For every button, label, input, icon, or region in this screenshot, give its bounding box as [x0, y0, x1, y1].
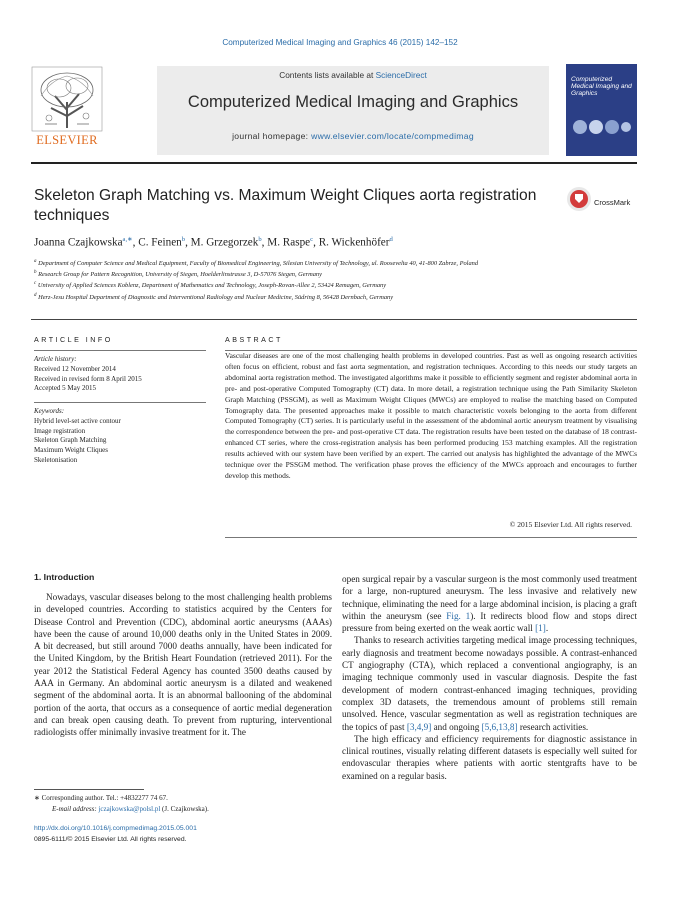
affiliation-text: Herz-Jesu Hospital Department of Diagnostic and Interventional Radiology and Nuclear Medicine, Südring 8, 56428 Dernbach, Germany	[38, 293, 394, 301]
email-label: E-mail address:	[52, 804, 99, 813]
affiliation-text: University of Applied Sciences Koblenz, Department of Mathematics and Technology, Joseph-Rovan-Allee 2, 53424 Remagen, Germany	[37, 282, 387, 290]
section-rule	[31, 319, 637, 320]
body-paragraph	[342, 634, 637, 732]
article-info-rule	[34, 350, 206, 351]
footnote-email-line	[34, 804, 332, 815]
journal-reference-link[interactable]: Computerized Medical Imaging and Graphics 46 (2015) 142–152	[222, 38, 458, 47]
author-name[interactable]: R. Wickenhöfer	[318, 236, 390, 249]
author-affiliation-mark[interactable]: b	[258, 236, 262, 243]
history-item: Received 12 November 2014	[34, 364, 116, 373]
contents-prefix: Contents lists available at	[279, 70, 376, 80]
affiliation-item	[34, 279, 554, 290]
abstract-text: Vascular diseases are one of the most challenging health problems in developed countries. Past as well as ongoing research activities often focus on efficient, robust and fast aorta segmentation, and registration techniques. According to this needs our study targets an abdominal aorta registration method. The investigated algorithms make it possible to efficiently segment and register abdominal aorta in pre- and post-operative Computed Tomography (CT) data. In more detail, a registration technique using the Path Similarity Skeleton Graph Matching (PSSGM), as well as Maximum Weight Cliques (MWCs) are employed to realise the matching based on Computed Tomography data. The presented approaches make it possible to match characteristic voxels belonging to the aorta from different Computed Tomography (CT) series. It is particularly useful in the assessment of the abdominal aortic aneurysm treatment by visualising the correspondence between the pre- and post-operative CT data. The registration results have been tested on the database of 18 contrast-enhanced CT series, where the cross-registration analysis has been performed producing 153 matching examples. All the registration results achieved with our system have been verified by an expert. The carried out analysis has highlighted the advantage of the MWCs technique over the PSSGM method. The verification phase proves the efficiency of the MWCs approach and encourages to further develop this methods.	[225, 351, 637, 480]
history-item: Received in revised form 8 April 2015	[34, 374, 142, 383]
affiliation-item	[34, 291, 554, 302]
homepage-prefix: journal homepage:	[232, 131, 312, 141]
keyword-item: Skeletonisation	[34, 455, 78, 464]
history-label: Article history:	[34, 355, 77, 363]
sciencedirect-link[interactable]: ScienceDirect	[375, 70, 427, 80]
doi-link[interactable]: http://dx.doi.org/10.1016/j.compmedimag.2015.05.001	[34, 825, 197, 832]
keyword-item: Hybrid level-set active contour	[34, 416, 121, 425]
affiliation-mark: d	[34, 292, 37, 298]
header-rule	[31, 162, 637, 164]
journal-cover-thumbnail[interactable]	[566, 64, 637, 156]
email-link[interactable]: jczajkowska@polsl.pl	[98, 804, 161, 813]
author-name[interactable]: M. Grzegorzek	[190, 236, 259, 249]
homepage-link[interactable]: www.elsevier.com/locate/compmedimag	[311, 131, 474, 141]
article-info-heading: ARTICLE INFO	[34, 336, 113, 344]
affiliations	[34, 257, 554, 302]
affiliation-mark: a	[34, 259, 37, 264]
abstract-heading: ABSTRACT	[225, 336, 283, 344]
footnote-rule	[34, 789, 144, 790]
keywords-label: Keywords:	[34, 407, 65, 415]
author-name[interactable]: Joanna Czajkowska	[34, 236, 123, 249]
citation-link[interactable]: [3,4,9]	[406, 721, 432, 732]
abstract-copyright: © 2015 Elsevier Ltd. All rights reserved.	[509, 520, 632, 529]
author-affiliation-mark[interactable]: b	[181, 236, 186, 243]
author-affiliation-mark[interactable]: a,∗	[122, 236, 133, 243]
keyword-item: Skeleton Graph Matching	[34, 436, 107, 445]
keyword-item: Image registration	[34, 426, 86, 435]
paragraph-text: and ongoing	[431, 721, 482, 732]
article-history	[34, 355, 206, 394]
body-column-right	[342, 573, 637, 782]
elsevier-wordmark: ELSEVIER	[36, 133, 98, 147]
author-list: Joanna Czajkowska$^{a,∗}$, C. Feinen$^b$, M. Grzegorzek$^b$, M. Raspe$^c$, R. Wickenhöfer$^d$	[34, 236, 393, 249]
author-name[interactable]: M. Raspe	[267, 236, 311, 249]
affiliation-text: Research Group for Pattern Recognition, University of Siegen, Hoelderlinstrasse 3, D-57076 Siegen, Germany	[38, 271, 322, 279]
crossmark-label[interactable]: CrossMark	[594, 198, 631, 207]
paragraph-text: .	[545, 623, 549, 634]
email-suffix: (J. Czajkowska).	[160, 804, 209, 813]
journal-title: Computerized Medical Imaging and Graphics	[187, 93, 519, 111]
author-affiliation-mark[interactable]: c	[310, 236, 314, 243]
keywords	[34, 407, 206, 466]
keyword-item: Maximum Weight Cliques	[34, 446, 108, 455]
paragraph-text: Thanks to research activities targeting medical image processing techniques, early diagnosis and treatment become nowadays possible. A contrast-enhanced CT angiography (CTA), which replaced a conventional angiography, is an imaging technique commonly used in vascular diagnosis. Despite the fast development of modern contrast-enhanced imaging techniques, providing complex 3D datasets, the tremendous amount of problems still remain unsolved. Hence, vascular segmentation as well as registration techniques are the topics of past	[342, 635, 637, 732]
crossmark-icon[interactable]	[566, 186, 592, 217]
cover-images-icon	[570, 112, 633, 142]
affiliation-text: Department of Computer Science and Medical Equipment, Faculty of Biomedical Engineering, Silesian University of Technology, ul. Roosevelta 40, 41-800 Zabrze, Poland	[38, 260, 479, 268]
journal-homepage	[157, 131, 549, 141]
body-column-left	[34, 591, 332, 739]
footnote-author: ∗ Corresponding author. Tel.: +4832277 74 67.	[34, 794, 168, 802]
paragraph-text: ). It redirects blood flow and stops direct pressure from being exerted on the weak aortic wall	[342, 610, 637, 634]
affiliation-mark: c	[34, 281, 37, 287]
affiliation-item	[34, 257, 554, 268]
body-paragraph: Nowadays, vascular diseases belong to the most challenging health problems in developed countries. According to statistics acquired by the Centers for Disease Control and Prevention (CDC), abdominal aortic aneurysms (AAAs) have been the cause of around 10,000 deaths only in the United States in 2009. A bit decreased, but still around 7000 deaths annually, have been indicated for the United Kingdom, by the British Heart Foundation (retrieved 2011). For the year 2012 the Statistical Federal Agency has counted 3500 deaths caused by AAA in Germany. An abdominal aortic aneurysm is a dilated and weakened segment of the abdominal aorta. It is an abnormal ballooning of the abdominal portion of the aorta, that occurs as a consequence of aortic medial degeneration and can break open causing death. To prevent from rupturing, interventional radiologists offer minimally invasive treatment for it. The	[34, 592, 332, 738]
issn-copyright: 0895-6111/© 2015 Elsevier Ltd. All rights reserved.	[34, 836, 187, 843]
author-name[interactable]: C. Feinen	[138, 236, 182, 249]
affiliation-mark: b	[34, 270, 37, 276]
author-affiliation-mark[interactable]: d	[389, 236, 393, 243]
cover-title: Computerized Medical Imaging and Graphics	[571, 76, 632, 98]
article-title: Skeleton Graph Matching vs. Maximum Weight Cliques aorta registration techniques	[34, 187, 537, 224]
citation-link[interactable]: [1]	[535, 623, 546, 634]
paragraph-text: research activities.	[517, 721, 589, 732]
history-item: Accepted 5 May 2015	[34, 384, 97, 393]
section-heading-introduction: 1. Introduction	[34, 572, 95, 582]
abstract-rule-bottom	[225, 537, 637, 538]
citation-link[interactable]: [5,6,13,8]	[481, 721, 518, 732]
affiliation-item	[34, 268, 554, 279]
figure-link[interactable]: Fig. 1	[446, 610, 471, 621]
corresponding-author-footnote	[34, 793, 332, 814]
body-paragraph: The high efficacy and efficiency requirements for diagnostic assistance in clinical routines, visually relating different datasets is especially well suited for endovascular therapies where patients with aortic stentgrafts have to be examined on a regular basis.	[342, 733, 637, 781]
body-paragraph	[342, 573, 637, 634]
keywords-rule	[34, 402, 206, 403]
paragraph-text: open surgical repair by a vascular surgeon is the most commonly used treatment for a large, non-ruptured aneurysm. The less invasive and relatively new technique, eliminating the need for a large abdominal incision, is placing a graft within the aneurysm (see	[342, 574, 637, 621]
contents-line	[157, 70, 549, 80]
